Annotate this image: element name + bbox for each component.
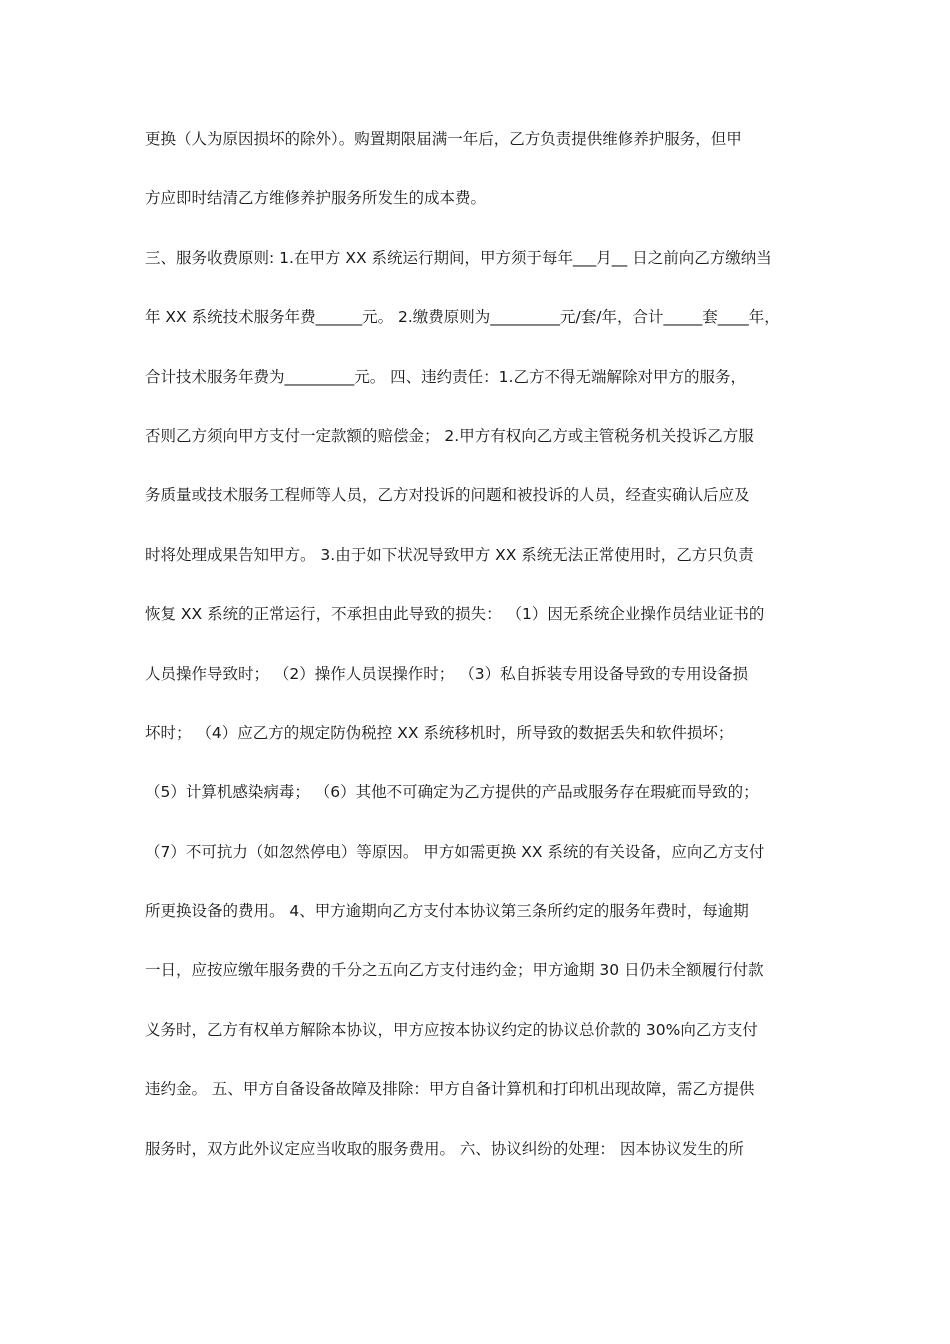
text-line: 所更换设备的费用。 4、甲方逾期向乙方支付本协议第三条所约定的服务年费时，每逾期 (145, 902, 749, 921)
text-line: 服务时，双方此外议定应当收取的服务费用。 六、协议纠纷的处理： 因本协议发生的所 (145, 1139, 744, 1158)
text-line: 恢复 XX 系统的正常运行，不承担由此导致的损失： （1）因无系统企业操作员结业证书的 (145, 605, 765, 624)
text-line: 务质量或技术服务工程师等人员，乙方对投诉的问题和被投诉的人员，经查实确认后应及 (145, 486, 750, 505)
document-body (145, 120, 815, 1189)
text-line: 三、服务收费原则: 1.在甲方 XX 系统运行期间，甲方须于每年___月__ 日之前向乙方缴纳当 (145, 248, 772, 267)
text-line: 一日，应按应缴年服务费的千分之五向乙方支付违约金；甲方逾期 30 日仍未全额履行付款 (145, 961, 764, 980)
text-line: 否则乙方须向甲方支付一定款额的赔偿金； 2.甲方有权向乙方或主管税务机关投诉乙方服 (145, 426, 754, 445)
text-line: 合计技术服务年费为_________元。 四、违约责任：1.乙方不得无端解除对甲方的服务， (145, 367, 746, 386)
text-line: 人员操作导致时； （2）操作人员误操作时； （3）私自拆装专用设备导致的专用设备损 (145, 664, 749, 683)
text-line: 年 XX 系统技术服务年费______元。 2.缴费原则为_________元/套/年，合计_____套____年， (145, 308, 780, 327)
text-line: 时将处理成果告知甲方。 3.由于如下状况导致甲方 XX 系统无法正常使用时，乙方只负责 (145, 545, 754, 564)
text-line: 更换（人为原因损坏的除外）。购置期限届满一年后，乙方负责提供维修养护服务，但甲 (145, 130, 742, 148)
text-line: （7）不可抗力（如忽然停电）等原因。 甲方如需更换 XX 系统的有关设备，应向乙方支付 (145, 842, 765, 861)
text-line: （5）计算机感染病毒； （6）其他不可确定为乙方提供的产品或服务存在瑕疵而导致的； (145, 783, 759, 802)
text-line: 义务时，乙方有权单方解除本协议，甲方应按本协议约定的协议总价款的 30%向乙方支付 (145, 1020, 758, 1039)
text-line: 违约金。 五、甲方自备设备故障及排除：甲方自备计算机和打印机出现故障，需乙方提供 (145, 1080, 755, 1099)
text-line: 坏时； （4）应乙方的规定防伪税控 XX 系统移机时，所导致的数据丢失和软件损坏； (145, 723, 734, 742)
text-line: 方应即时结清乙方维修养护服务所发生的成本费。 (145, 189, 487, 208)
